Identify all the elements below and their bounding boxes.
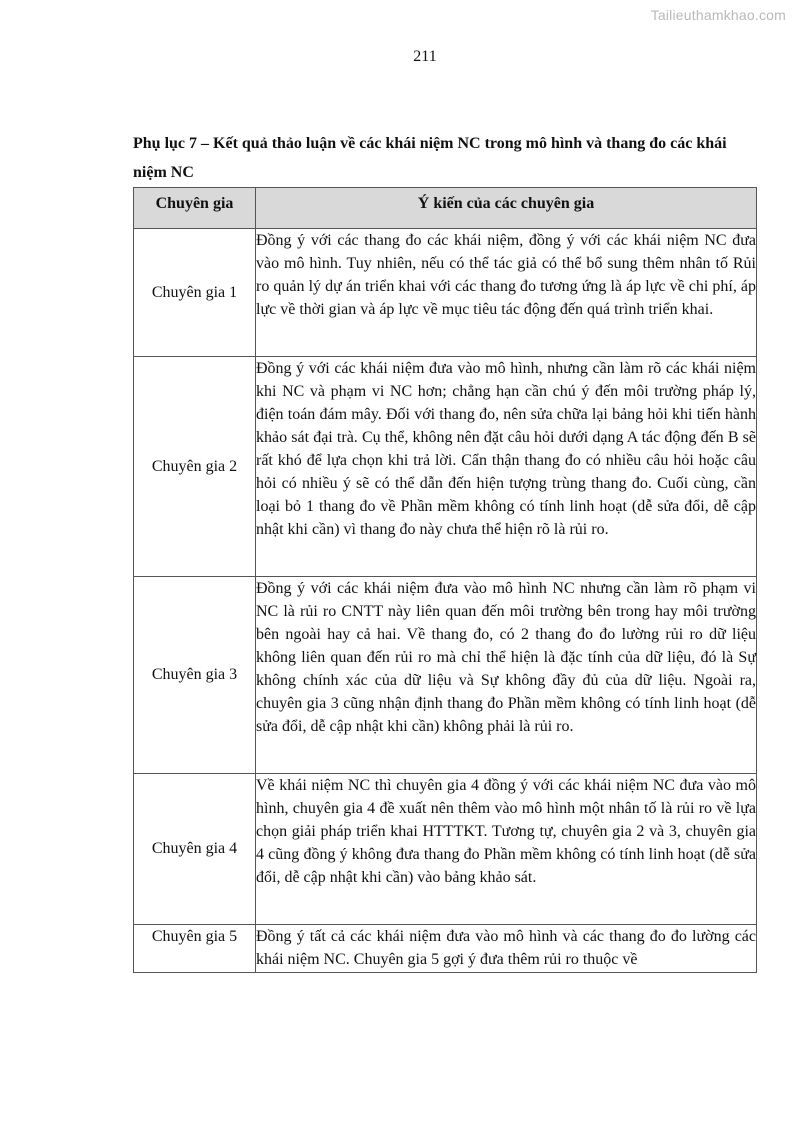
expert-opinion-cell: Đồng ý với các thang đo các khái niệm, đồng ý với các khái niệm NC đưa vào mô hình. Tuy nhiên, nếu có thể tác giả có thể bổ sung thêm nhân tố Rủi ro quản lý dự án triển khai với các thang đo tương ứng là áp lực về chi phí, áp lực về thời gian và áp lực về mục tiêu tác động đến quá trình triển khai. (256, 229, 757, 357)
expert-name-cell: Chuyên gia 3 (134, 577, 256, 774)
expert-name-cell: Chuyên gia 1 (134, 229, 256, 357)
header-expert: Chuyên gia (134, 188, 256, 229)
header-opinion: Ý kiến của các chuyên gia (256, 188, 757, 229)
table-header-row (134, 188, 757, 229)
page-number: 211 (413, 48, 437, 65)
table-row (134, 357, 757, 577)
table-row (134, 774, 757, 925)
expert-opinions-table (133, 187, 757, 973)
expert-name-cell: Chuyên gia 2 (134, 357, 256, 577)
table-row (134, 229, 757, 357)
table-row (134, 925, 757, 973)
expert-name-cell: Chuyên gia 4 (134, 774, 256, 925)
expert-opinion-cell: Đồng ý với các khái niệm đưa vào mô hình NC nhưng cần làm rõ phạm vi NC là rủi ro CNTT này liên quan đến môi trường bên trong hay môi trường bên ngoài hay cả hai. Về thang đo, có 2 thang đo đo lường rủi ro dữ liệu không liên quan đến rủi ro mà chỉ thể hiện là đặc tính của dữ liệu, đó là Sự không chính xác của dữ liệu và Sự không đầy đủ của dữ liệu. Ngoài ra, chuyên gia 3 cũng nhận định thang đo Phần mềm không có tính linh hoạt (dễ sửa đổi, dễ cập nhật khi cần) không phải là rủi ro. (256, 577, 757, 774)
expert-name-cell: Chuyên gia 5 (134, 925, 256, 973)
expert-opinion-cell: Về khái niệm NC thì chuyên gia 4 đồng ý với các khái niệm NC đưa vào mô hình, chuyên gia 4 đề xuất nên thêm vào mô hình một nhân tố là rủi ro về lựa chọn giải pháp triển khai HTTTKT. Tương tự, chuyên gia 2 và 3, chuyên gia 4 cũng đồng ý không đưa thang đo Phần mềm không có tính linh hoạt (dễ sửa đổi, dễ cập nhật khi cần) vào bảng khảo sát. (256, 774, 757, 925)
expert-opinion-cell: Đồng ý với các khái niệm đưa vào mô hình, nhưng cần làm rõ các khái niệm khi NC và phạm vi NC hơn; chẳng hạn cần chú ý đến môi trường pháp lý, điện toán đám mây. Đối với thang đo, nên sửa chữa lại bảng hỏi khi tiến hành khảo sát đại trà. Cụ thể, không nên đặt câu hỏi dưới dạng A tác động đến B sẽ rất khó để lựa chọn khi trả lời. Cẩn thận thang đo có nhiều câu hỏi hoặc câu hỏi có nhiều ý sẽ có thể dẫn đến hiện tượng trùng thang đo. Cuối cùng, cần loại bỏ 1 thang đo về Phần mềm không có tính linh hoạt (dễ sửa đổi, dễ cập nhật khi cần) vì thang đo này chưa thể hiện rõ là rủi ro. (256, 357, 757, 577)
watermark-text: Tailieuthamkhao.com (650, 7, 786, 23)
table-row (134, 577, 757, 774)
expert-opinion-cell: Đồng ý tất cả các khái niệm đưa vào mô hình và các thang đo đo lường các khái niệm NC. Chuyên gia 5 gợi ý đưa thêm rủi ro thuộc về (256, 925, 757, 973)
appendix-heading: Phụ lục 7 – Kết quả thảo luận về các khái niệm NC trong mô hình và thang đo các khái niệm NC (133, 135, 727, 181)
